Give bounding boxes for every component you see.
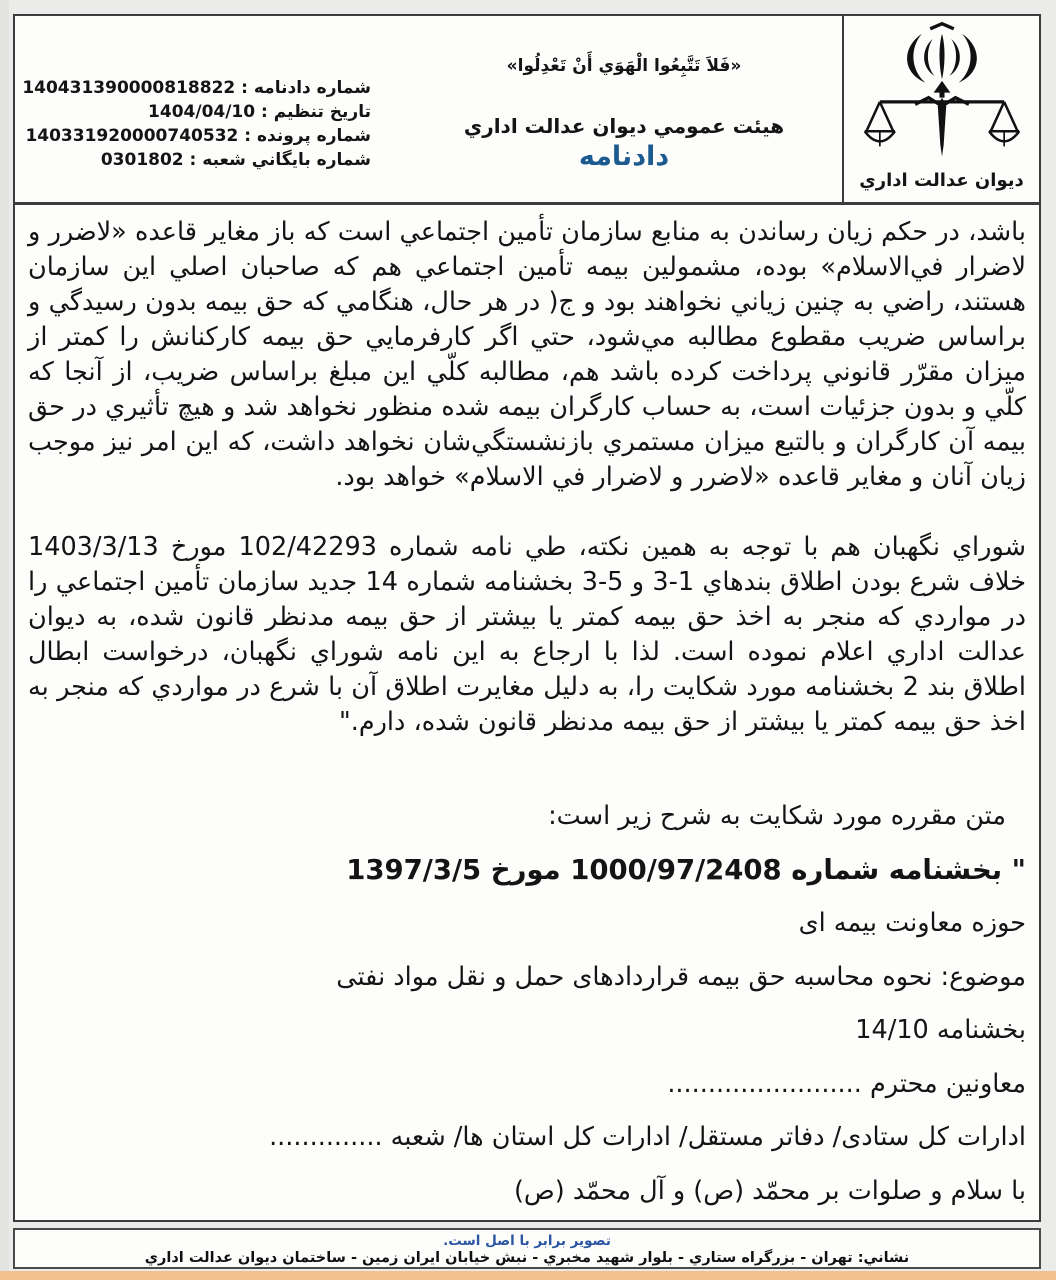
departments-line: ادارات كل ستادى/ دفاتر مستقل/ ادارات كل استان ها/ شعبه ..............	[269, 1122, 1026, 1152]
document-header	[15, 16, 1039, 205]
general-assembly-title: هيئت عمومي ديوان عدالت اداري	[463, 114, 785, 138]
footer-box	[13, 1228, 1041, 1269]
quranic-verse: «فَلاَ تَتَّبِعُوا الْهَوَي أَنْ تَعْدِلُوا»	[506, 56, 742, 76]
blessing-line: با سلام و صلوات بر محمّد (ص) و آل محمّد (ص)	[513, 1175, 1026, 1206]
circular-number-line: بخشنامه 14/10	[855, 1015, 1026, 1045]
case-meta-block	[22, 76, 371, 172]
issue-date-line: تاريخ تنظيم : 1404/04/10	[148, 102, 371, 122]
header-title-block	[404, 16, 844, 172]
copy-certification-text: تصوير برابر با اصل است.	[443, 1233, 611, 1249]
court-address-text: نشاني: تهران - بزرگراه ستاري - بلوار شهيد مخبري - نبش خيابان ايران زمين - ساختمان ديوان عدالت اداري	[144, 1250, 910, 1266]
document-title: دادنامه	[578, 141, 670, 172]
insurance-deputy-line: حوزه معاونت بيمه اى	[798, 908, 1026, 938]
body-paragraph-1: باشد، در حكم زيان رساندن به منابع سازمان تأمين اجتماعي است كه باز مغاير قاعده «لاضرر و لاضرار في‌الاسلام» بوده، مشمولين بيمه تأمين اجتماعي هم كه صاحبان اصلي اين سازمان هستند، راضي به چنين زياني نخواهند بود و ج( در هر حال، هنگامي كه حق بيمه بدون رسيدگي و براساس ضريب مقطوع مطالبه مي‌شود، حتي اگر كارفرمايي حق بيمه كاركنانش را كمتر از ميزان مقرّر قانوني پرداخت كرده باشد هم، مطالبه كلّي اين مبلغ براساس ضريب، از آنجا كه كلّي و بدون جزئيات است، به حساب كارگران بيمه شده منظور نخواهد شد و هيچ تأثيري در حق بيمه آن كارگران و بالتبع ميزان مستمري بازنشستگي‌شان نخواهد داشت، كه اين امر نيز موجب زيان آنان و مغاير قاعده «لاضرر و لاضرار في الاسلام» خواهد بود.	[28, 217, 1026, 492]
body-paragraph-2: شوراي نگهبان هم با توجه به همين نكته، طي نامه شماره 102/42293 مورخ 1403/3/13 خلاف شرع بودن اطلاق بندهاي 1-3 و 5-3 بخشنامه شماره 14 جديد سازمان تأمين اجتماعي را در مواردي كه منجر به اخذ حق بيمه كمتر يا بيشتر از حق بيمه مدنظر قانون شده، به ديوان عدالت اداري اعلام نموده است. لذا با ارجاع به اين نامه شوراي نگهبان، درخواست ابطال اطلاق بند 2 بخشنامه مورد شكايت را، به دليل مغايرت اطلاق آن با شرع در مواردي كه منجر به اخذ حق بيمه كمتر يا بيشتر از حق بيمه مدنظر قانون شده، دارم."	[28, 532, 1026, 737]
court-logo-label: ديوان عدالت اداري	[859, 170, 1024, 191]
document-frame	[13, 14, 1041, 1222]
court-logo-box	[842, 16, 1039, 202]
scan-edge-shadow	[0, 0, 9, 1280]
quoted-regulation-section	[28, 790, 1026, 1218]
circular-title-line: " بخشنامه شماره 1000/97/2408 مورخ 1397/3/5	[346, 853, 1026, 886]
subject-line: موضوع: نحوه محاسبه حق بيمه قراردادهاى حمل و نقل مواد نفتى	[336, 961, 1026, 992]
deputies-salutation-line: معاونين محترم ........................	[667, 1068, 1026, 1099]
judgment-body	[15, 205, 1039, 1218]
case-number-line: شماره پرونده : 140331920000740532	[25, 126, 371, 146]
scan-bottom-strip	[0, 1271, 1056, 1280]
iran-justice-scales-emblem-icon	[858, 20, 1026, 172]
judgment-number-line: شماره دادنامه : 140431390000818822	[22, 78, 371, 98]
branch-archive-number-line: شماره بايگاني شعبه : 0301802	[100, 150, 371, 170]
regulation-intro-line: متن مقرره مورد شكايت به شرح زير است:	[548, 801, 1006, 831]
